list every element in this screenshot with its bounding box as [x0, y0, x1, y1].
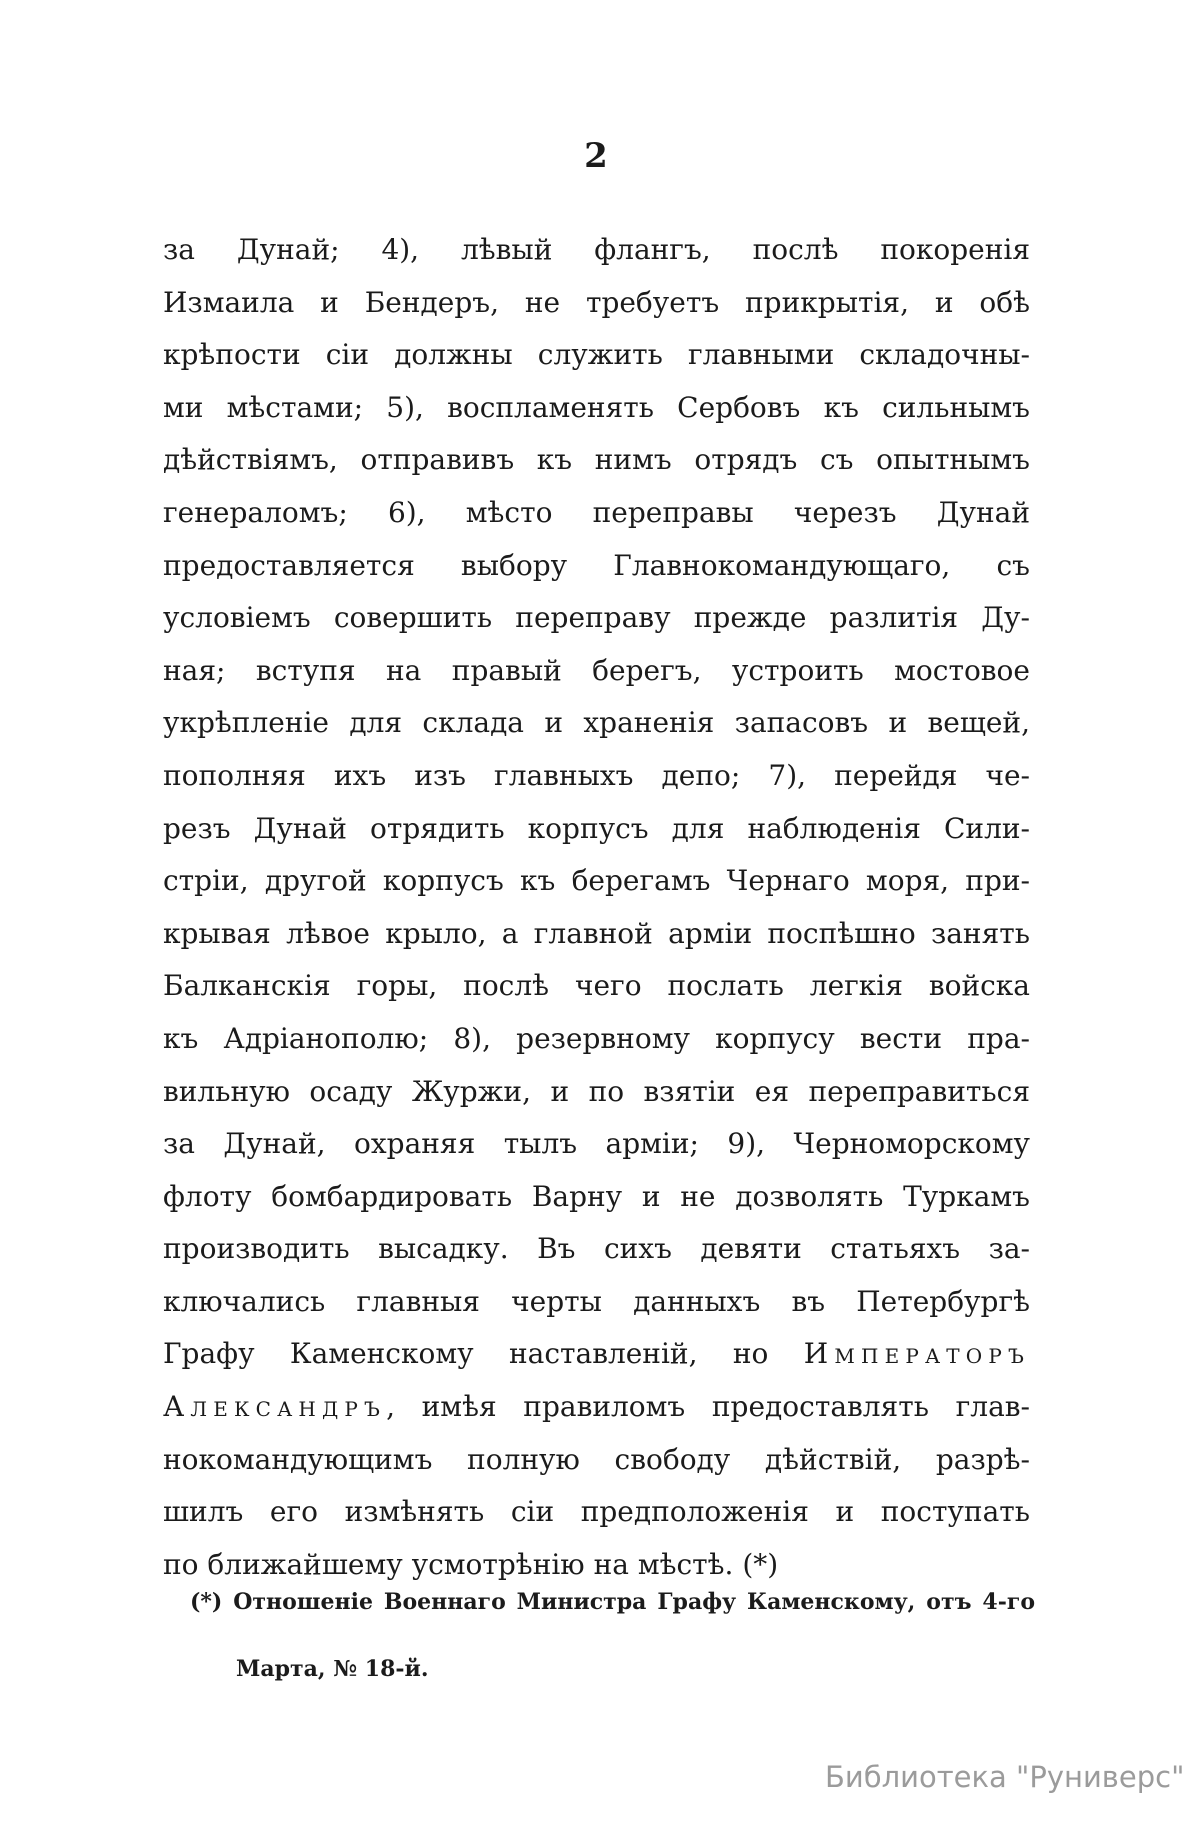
text-line: стріи, другой корпусъ къ берегамъ Чернаго моря, при- — [163, 864, 1030, 898]
text-line: шилъ его измѣнять сіи предположенія и поступать — [163, 1495, 1030, 1529]
footnote — [190, 1582, 1035, 1689]
text-line: крѣпости сіи должны служить главными складочны- — [163, 338, 1030, 372]
text-line: производить высадку. Въ сихъ девяти статьяхъ за- — [163, 1232, 1030, 1266]
text-line: вильную осаду Журжи, и по взятіи ея переправиться — [163, 1074, 1030, 1108]
text-line: за Дунай; 4), лѣвый флангъ, послѣ покоренія — [163, 233, 1030, 266]
body-text — [163, 224, 1030, 1591]
footnote-line-1 — [190, 1582, 1035, 1649]
text-line: по ближайшему усмотрѣнію на мѣстѣ. (*) — [163, 1547, 779, 1581]
text-line: ная; вступя на правый берегъ, устроить мостовое — [163, 653, 1030, 687]
text-line: нокомандующимъ полную свободу дѣйствій, разрѣ- — [163, 1442, 1030, 1476]
text-line: Александръ, имѣя правиломъ предоставлять глав- — [163, 1390, 1030, 1424]
text-line: Балканскія горы, послѣ чего послать легкія войска — [163, 969, 1030, 1003]
text-line: флоту бомбардировать Варну и не дозволять Туркамъ — [163, 1179, 1030, 1213]
text-line: генераломъ; 6), мѣсто переправы черезъ Дунай — [163, 495, 1030, 529]
text-line: предоставляется выбору Главнокомандующаго, съ — [163, 548, 1030, 582]
text-line: дѣйствіямъ, отправивъ къ нимъ отрядъ съ опытнымъ — [163, 443, 1030, 477]
footnote-marker: (*) — [190, 1589, 223, 1615]
text-line: Графу Каменскому наставленій, но Императоръ — [163, 1337, 1030, 1371]
text-line: укрѣпленіе для склада и храненія запасовъ и вещей, — [163, 706, 1030, 740]
text-line: крывая лѣвое крыло, а главной арміи поспѣшно занять — [163, 916, 1030, 950]
footnote-text: Отношеніе Военнаго Министра Графу Каменскому, отъ 4-го — [233, 1589, 1035, 1615]
text-line: условіемъ совершить переправу прежде разлитія Ду- — [163, 601, 1030, 635]
text-line: за Дунай, охраняя тылъ арміи; 9), Черноморскому — [163, 1127, 1030, 1161]
footnote-line-2: Марта, № 18-й. — [236, 1656, 429, 1682]
text-line: резъ Дунай отрядить корпусъ для наблюденія Сили- — [163, 811, 1030, 845]
page-number: 2 — [584, 136, 609, 176]
library-watermark: Библиотека "Руниверс" — [825, 1760, 1185, 1794]
text-line: ми мѣстами; 5), воспламенять Сербовъ къ сильнымъ — [163, 390, 1030, 424]
text-line: къ Адріанополю; 8), резервному корпусу вести пра- — [163, 1021, 1030, 1055]
text-line: ключались главныя черты данныхъ въ Петербургѣ — [163, 1284, 1030, 1318]
text-line: пополняя ихъ изъ главныхъ депо; 7), перейдя че- — [163, 758, 1030, 792]
text-line: Измаила и Бендеръ, не требуетъ прикрытія, и обѣ — [163, 285, 1030, 319]
